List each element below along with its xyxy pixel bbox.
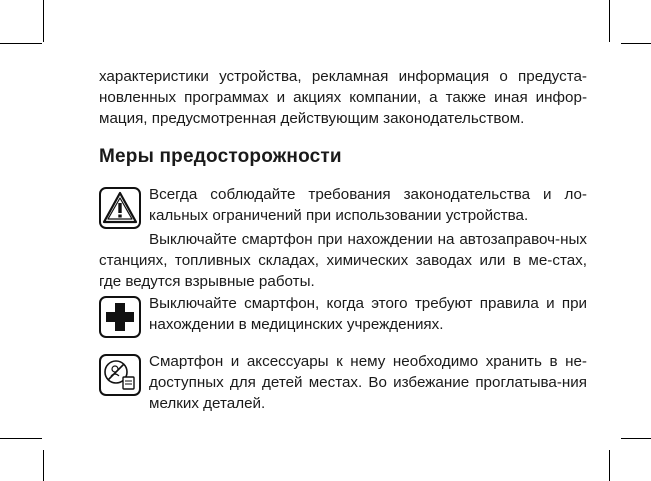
crop-mark-top-right-horizontal xyxy=(621,43,651,44)
crop-mark-top-left-vertical xyxy=(43,0,44,42)
section-heading: Меры предосторожности xyxy=(99,146,342,167)
crop-mark-top-left-horizontal xyxy=(0,43,42,44)
crop-mark-top-right-vertical xyxy=(609,0,610,42)
precaution-item-fuel: Выключайте смартфон при нахождении на автозаправоч-ных станциях, топливных складах, химических заводах или в ме-стах, где ведутся взрывные работы. xyxy=(99,231,587,290)
crop-mark-bottom-left-vertical xyxy=(43,450,44,481)
child-prohibited-icon xyxy=(99,354,141,396)
medical-cross-icon xyxy=(99,296,141,338)
crop-mark-bottom-left-horizontal xyxy=(0,438,42,439)
crop-mark-bottom-right-horizontal xyxy=(621,438,651,439)
intro-paragraph: характеристики устройства, рекламная информация о предуста-новленных программах и акциях компании, а также иная инфор-мация, предусмотренная действующим законодательством. xyxy=(99,68,587,127)
precaution-item-children: Смартфон и аксессуары к нему необходимо хранить в не-доступных для детей местах. Во избежание проглатыва-ния мелких деталей. xyxy=(149,353,587,412)
precaution-item-medical: Выключайте смартфон, когда этого требуют правила и при нахождении в медицинских учреждениях. xyxy=(149,295,587,333)
warning-triangle-icon xyxy=(99,187,141,229)
precaution-item-law: Всегда соблюдайте требования законодательства и ло-кальных ограничений при использовании устройства. xyxy=(149,186,587,224)
crop-mark-bottom-right-vertical xyxy=(609,450,610,481)
